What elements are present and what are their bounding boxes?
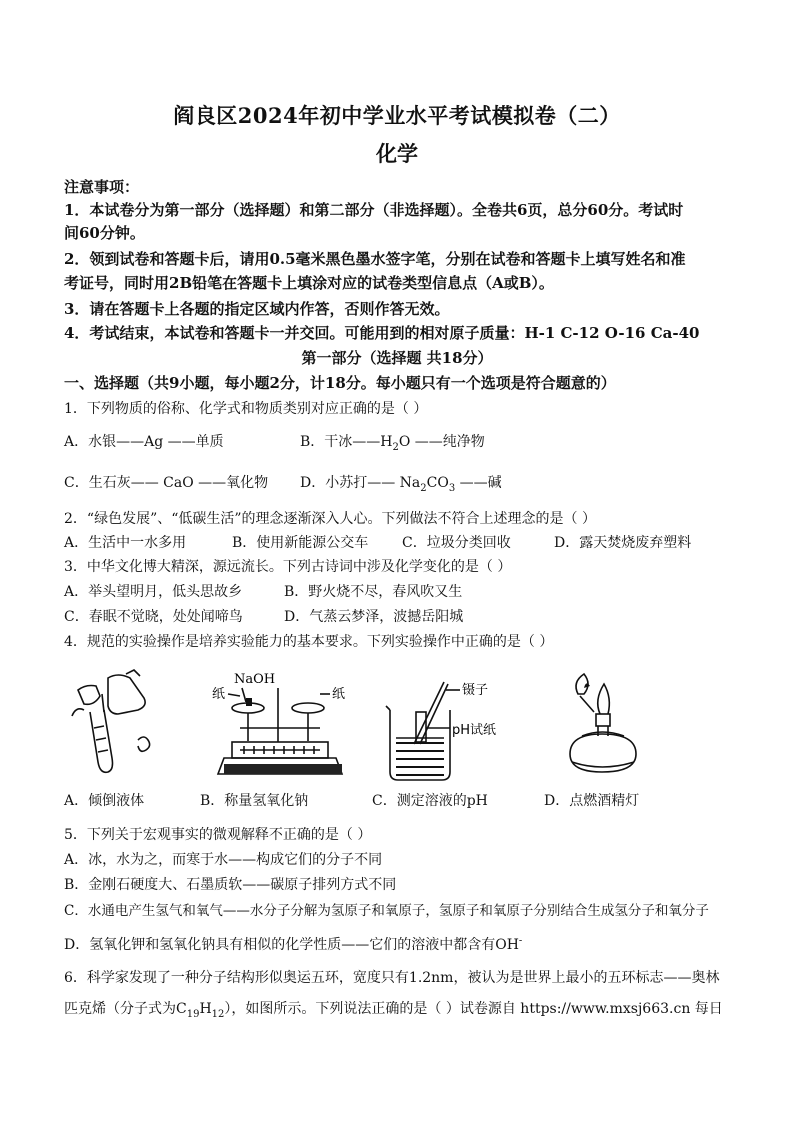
notice-line: 间60分钟。 — [64, 224, 145, 242]
option-c: C．春眠不觉晓，处处闻啼鸟 — [64, 609, 243, 625]
notice-line: 4．考试结束，本试卷和答题卡一并交回。可能用到的相对原子质量：H-1 C-12 O-16 Ca-40 — [64, 324, 700, 342]
option-a: A．水银——Ag ——单质 — [64, 434, 224, 450]
option-a: A．冰，水为之，而寒于水——构成它们的分子不同 — [64, 852, 383, 868]
question-stem: 4．规范的实验操作是培养实验能力的基本要求。下列实验操作中正确的是（ ） — [64, 634, 554, 650]
notice-line: 考证号，同时用2B铅笔在答题卡上填涂对应的试卷类型信息点（A或B）。 — [64, 274, 554, 292]
notice-line: 3．请在答题卡上各题的指定区域内作答，否则作答无效。 — [64, 300, 450, 318]
notice-heading: 注意事项： — [64, 178, 140, 196]
alcohol-lamp-figure — [560, 672, 650, 784]
option-b: B．野火烧不尽，春风吹又生 — [284, 584, 463, 600]
option-d: D．露天焚烧废弃塑料 — [554, 535, 692, 551]
option-c: C．生石灰—— CaO ——氧化物 — [64, 475, 269, 491]
option-c: C．垃圾分类回收 — [402, 535, 511, 551]
option-d: D．点燃酒精灯 — [544, 793, 640, 809]
question-stem: 5．下列关于宏观事实的微观解释不正确的是（ ） — [64, 827, 372, 843]
svg-text:NaOH: NaOH — [234, 672, 276, 687]
section-heading: 一、选择题（共9小题，每小题2分，计18分。每小题只有一个选项是符合题意的） — [64, 374, 616, 392]
balance-figure — [210, 668, 360, 790]
subject-title: 化学 — [376, 141, 418, 166]
option-b: B．称量氢氧化钠 — [200, 793, 309, 809]
option-b: B．金刚石硬度大、石墨质软——碳原子排列方式不同 — [64, 877, 397, 893]
svg-text:纸: 纸 — [332, 687, 346, 702]
part1-heading: 第一部分（选择题 共18分） — [301, 349, 493, 367]
option-b: B．干冰$——H_2O$ ——纯净物 — [300, 434, 485, 453]
option-a: A．倾倒液体 — [64, 793, 145, 809]
exam-title: 阎良区2024年初中学业水平考试模拟卷（二） — [173, 103, 621, 128]
option-b: B．使用新能源公交车 — [232, 535, 369, 551]
question-stem: 3．中华文化博大精深，源远流长。下列古诗词中涉及化学变化的是（ ） — [64, 559, 512, 575]
question-stem-continued: 匹克烯（分子式为$C_{19}H_{12}$），如图所示。下列说法正确的是（ ）试卷源自 https://www.mxsj663.cn 每日 — [64, 1001, 723, 1020]
svg-text:纸: 纸 — [212, 687, 226, 702]
option-d: D．氢氧化钾和氢氧化钠具有相似的化学性质——它们的溶液中都含有OH- — [64, 935, 523, 953]
svg-text:pH试纸: pH试纸 — [452, 723, 497, 738]
option-d: D．小苏打—— $Na_2CO_3$ ——碱 — [300, 475, 502, 494]
option-d: D．气蒸云梦泽，波撼岳阳城 — [284, 609, 464, 625]
pouring-liquid-figure — [68, 668, 168, 788]
notice-line: 1．本试卷分为第一部分（选择题）和第二部分（非选择题）。全卷共6页，总分60分。考试时 — [64, 201, 684, 219]
option-c: C．测定溶液的pH — [372, 793, 488, 809]
notice-line: 2．领到试卷和答题卡后，请用0.5毫米黑色墨水签字笔，分别在试卷和答题卡上填写姓名和准 — [64, 250, 686, 268]
question-stem: 2．“绿色发展”、“低碳生活”的理念逐渐深入人心。下列做法不符合上述理念的是（ ） — [64, 511, 596, 527]
option-c: C．水通电产生氢气和氧气——水分子分解为氢原子和氧原子，氢原子和氧原子分别结合生成氢分子和氧分子 — [64, 903, 709, 919]
option-a: A．举头望明月，低头思故乡 — [64, 584, 243, 600]
question-stem: 6．科学家发现了一种分子结构形似奥运五环，宽度只有1.2nm，被认为是世界上最小的五环标志——奥林 — [64, 970, 720, 986]
ph-test-figure — [384, 672, 514, 784]
question-stem: 1．下列物质的俗称、化学式和物质类别对应正确的是（ ） — [64, 401, 428, 417]
svg-text:镊子: 镊子 — [462, 683, 489, 698]
option-a: A．生活中一水多用 — [64, 535, 187, 551]
